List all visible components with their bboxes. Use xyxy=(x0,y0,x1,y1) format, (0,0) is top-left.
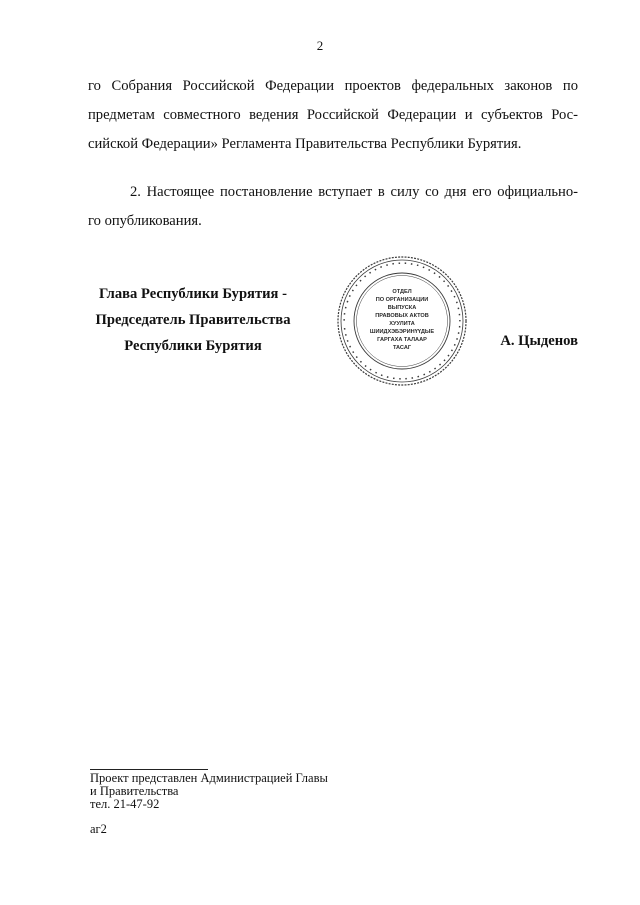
body-paragraph-2 xyxy=(88,178,578,236)
document-code: аг2 xyxy=(90,822,107,836)
paragraph-line: сийской Федерации» Регламента Правительства Республики Бурятия. xyxy=(88,136,522,152)
seal-line: ВЫПУСКА xyxy=(387,305,417,311)
seal-line: ГАРГАХА ТАЛААР xyxy=(377,337,427,343)
official-seal xyxy=(336,255,468,387)
page-number: 2 xyxy=(316,38,324,53)
seal-line: ОТДЕЛ xyxy=(392,289,412,295)
signatory-title xyxy=(88,281,298,359)
footnote-divider xyxy=(90,769,208,770)
paragraph-line: предметам совместного ведения Российской Федерации и субъектов Рос- xyxy=(88,107,578,123)
paragraph-line: 2. Настоящее постановление вступает в силу со дня его официально- xyxy=(130,184,578,200)
signatory-title-line: Республики Бурятия xyxy=(124,338,262,354)
seal-line: ХУУЛИТА xyxy=(389,321,415,327)
seal-line: ШИИДХЭБЭРИНҮҮДЫЕ xyxy=(369,329,435,335)
seal-line: ПО ОРГАНИЗАЦИИ xyxy=(375,297,429,303)
signatory-title-line: Председатель Правительства xyxy=(95,312,291,328)
footnote-line: Проект представлен Администрацией Главы xyxy=(90,771,328,785)
paragraph-line: го Собрания Российской Федерации проектов федеральных законов по xyxy=(88,78,578,94)
svg-text:▪▪▪▪▪▪▪▪▪▪▪▪▪▪▪▪▪▪▪▪▪▪▪▪▪▪▪▪▪▪: ▪▪▪▪▪▪▪▪▪▪▪▪▪▪▪▪▪▪▪▪▪▪▪▪▪▪▪▪▪▪▪▪▪▪▪▪▪▪▪▪▪▪▪▪▪▪▪▪▪▪▪▪▪▪▪▪▪▪ xyxy=(341,261,463,382)
footnote-line: и Правительства xyxy=(90,784,179,798)
seal-line: ТАСАГ xyxy=(392,345,412,351)
paragraph-line: го опубликования. xyxy=(88,213,202,229)
footnote-line: тел. 21-47-92 xyxy=(90,797,160,811)
body-paragraph-1 xyxy=(88,72,578,159)
signatory-title-line: Глава Республики Бурятия - xyxy=(99,286,287,302)
signer-name: А. Цыденов xyxy=(500,333,578,349)
footnote xyxy=(90,772,328,811)
seal-line: ПРАВОВЫХ АКТОВ xyxy=(375,313,429,319)
